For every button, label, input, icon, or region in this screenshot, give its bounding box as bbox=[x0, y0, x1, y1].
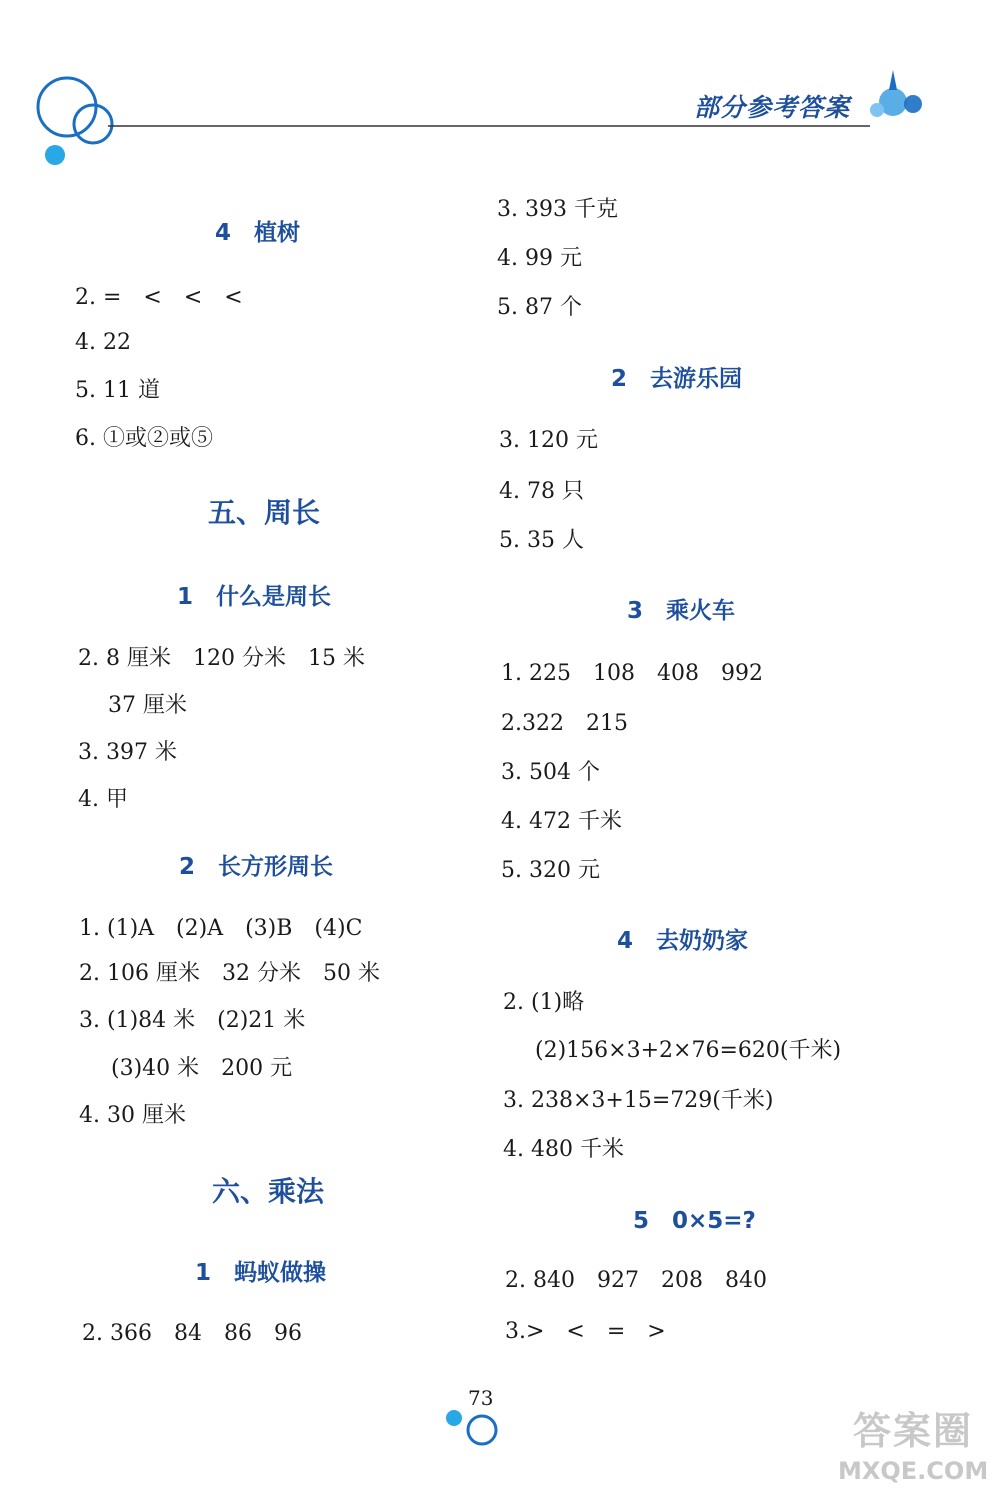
answer-line: 4. 22 bbox=[75, 330, 131, 355]
section-title-amusement-park: 2 去游乐园 bbox=[611, 366, 743, 392]
answer-line: 2. 106 厘米 32 分米 50 米 bbox=[79, 961, 380, 986]
answer-line: 2. 840 927 208 840 bbox=[505, 1268, 767, 1293]
page-dot bbox=[446, 1410, 462, 1426]
answer-line: (2)156×3+2×76=620(千米) bbox=[535, 1038, 842, 1063]
answer-line: 4. 472 千米 bbox=[501, 809, 622, 834]
answer-line: 4. 30 厘米 bbox=[79, 1103, 186, 1128]
answer-line: 5. 35 人 bbox=[499, 528, 584, 553]
watermark-logo-text: 答案圈 bbox=[852, 1409, 973, 1453]
answer-line: 3. (1)84 米 (2)21 米 bbox=[79, 1008, 306, 1033]
answer-line: 6. ①或②或⑤ bbox=[75, 426, 213, 451]
snowflake-icon bbox=[870, 70, 922, 117]
chapter-title-multiplication: 六、乘法 bbox=[212, 1175, 325, 1208]
answer-line: 5. 87 个 bbox=[497, 295, 582, 320]
chapter-title-perimeter: 五、周长 bbox=[208, 496, 321, 529]
answer-line: 4. 甲 bbox=[78, 787, 128, 812]
header-dot bbox=[45, 145, 65, 165]
watermark bbox=[838, 1400, 988, 1485]
answer-line: 2.322 215 bbox=[501, 711, 628, 736]
answer-line: 5. 11 道 bbox=[75, 378, 160, 403]
answer-line: 1. 225 108 408 992 bbox=[501, 661, 763, 686]
answer-line: 2. 366 84 86 96 bbox=[82, 1321, 302, 1346]
section-title-tree-planting: 4 植树 bbox=[215, 220, 301, 246]
section-title-grandma-house: 4 去奶奶家 bbox=[617, 928, 749, 954]
page-number: 73 bbox=[468, 1386, 494, 1410]
page-ring bbox=[468, 1416, 496, 1444]
watermark-url: MXQE.COM bbox=[838, 1457, 989, 1485]
answer-line: 2. (1)略 bbox=[503, 990, 585, 1015]
section-title-train-ride: 3 乘火车 bbox=[627, 598, 736, 624]
answer-line: 1. (1)A (2)A (3)B (4)C bbox=[79, 916, 363, 941]
answer-line: 3. 397 米 bbox=[78, 740, 177, 765]
answer-line: 3. 238×3+15=729(千米) bbox=[503, 1088, 774, 1113]
header-circle-small bbox=[74, 105, 112, 143]
answer-line: 5. 320 元 bbox=[501, 858, 600, 883]
answer-line: 37 厘米 bbox=[108, 693, 187, 718]
answer-line: 4. 480 千米 bbox=[503, 1137, 624, 1162]
section-title-zero-times-five: 5 0×5=? bbox=[633, 1208, 756, 1234]
section-title-ant-exercise: 1 蚂蚁做操 bbox=[195, 1260, 327, 1286]
page-header bbox=[0, 0, 1000, 180]
answer-line: 4. 99 元 bbox=[497, 246, 582, 271]
answer-line: 3. 504 个 bbox=[501, 760, 600, 785]
answer-line: (3)40 米 200 元 bbox=[111, 1056, 293, 1081]
answer-line: 3. 393 千克 bbox=[497, 197, 618, 222]
answer-line: 2. = < < < bbox=[75, 285, 243, 310]
section-title-what-is-perimeter: 1 什么是周长 bbox=[177, 584, 332, 610]
section-title-rectangle-perimeter: 2 长方形周长 bbox=[179, 854, 334, 880]
answer-line: 4. 78 只 bbox=[499, 479, 584, 504]
header-title: 部分参考答案 bbox=[694, 93, 851, 122]
answer-line: 3.> < = > bbox=[505, 1319, 666, 1344]
answer-line: 2. 8 厘米 120 分米 15 米 bbox=[78, 646, 365, 671]
answer-line: 3. 120 元 bbox=[499, 428, 598, 453]
